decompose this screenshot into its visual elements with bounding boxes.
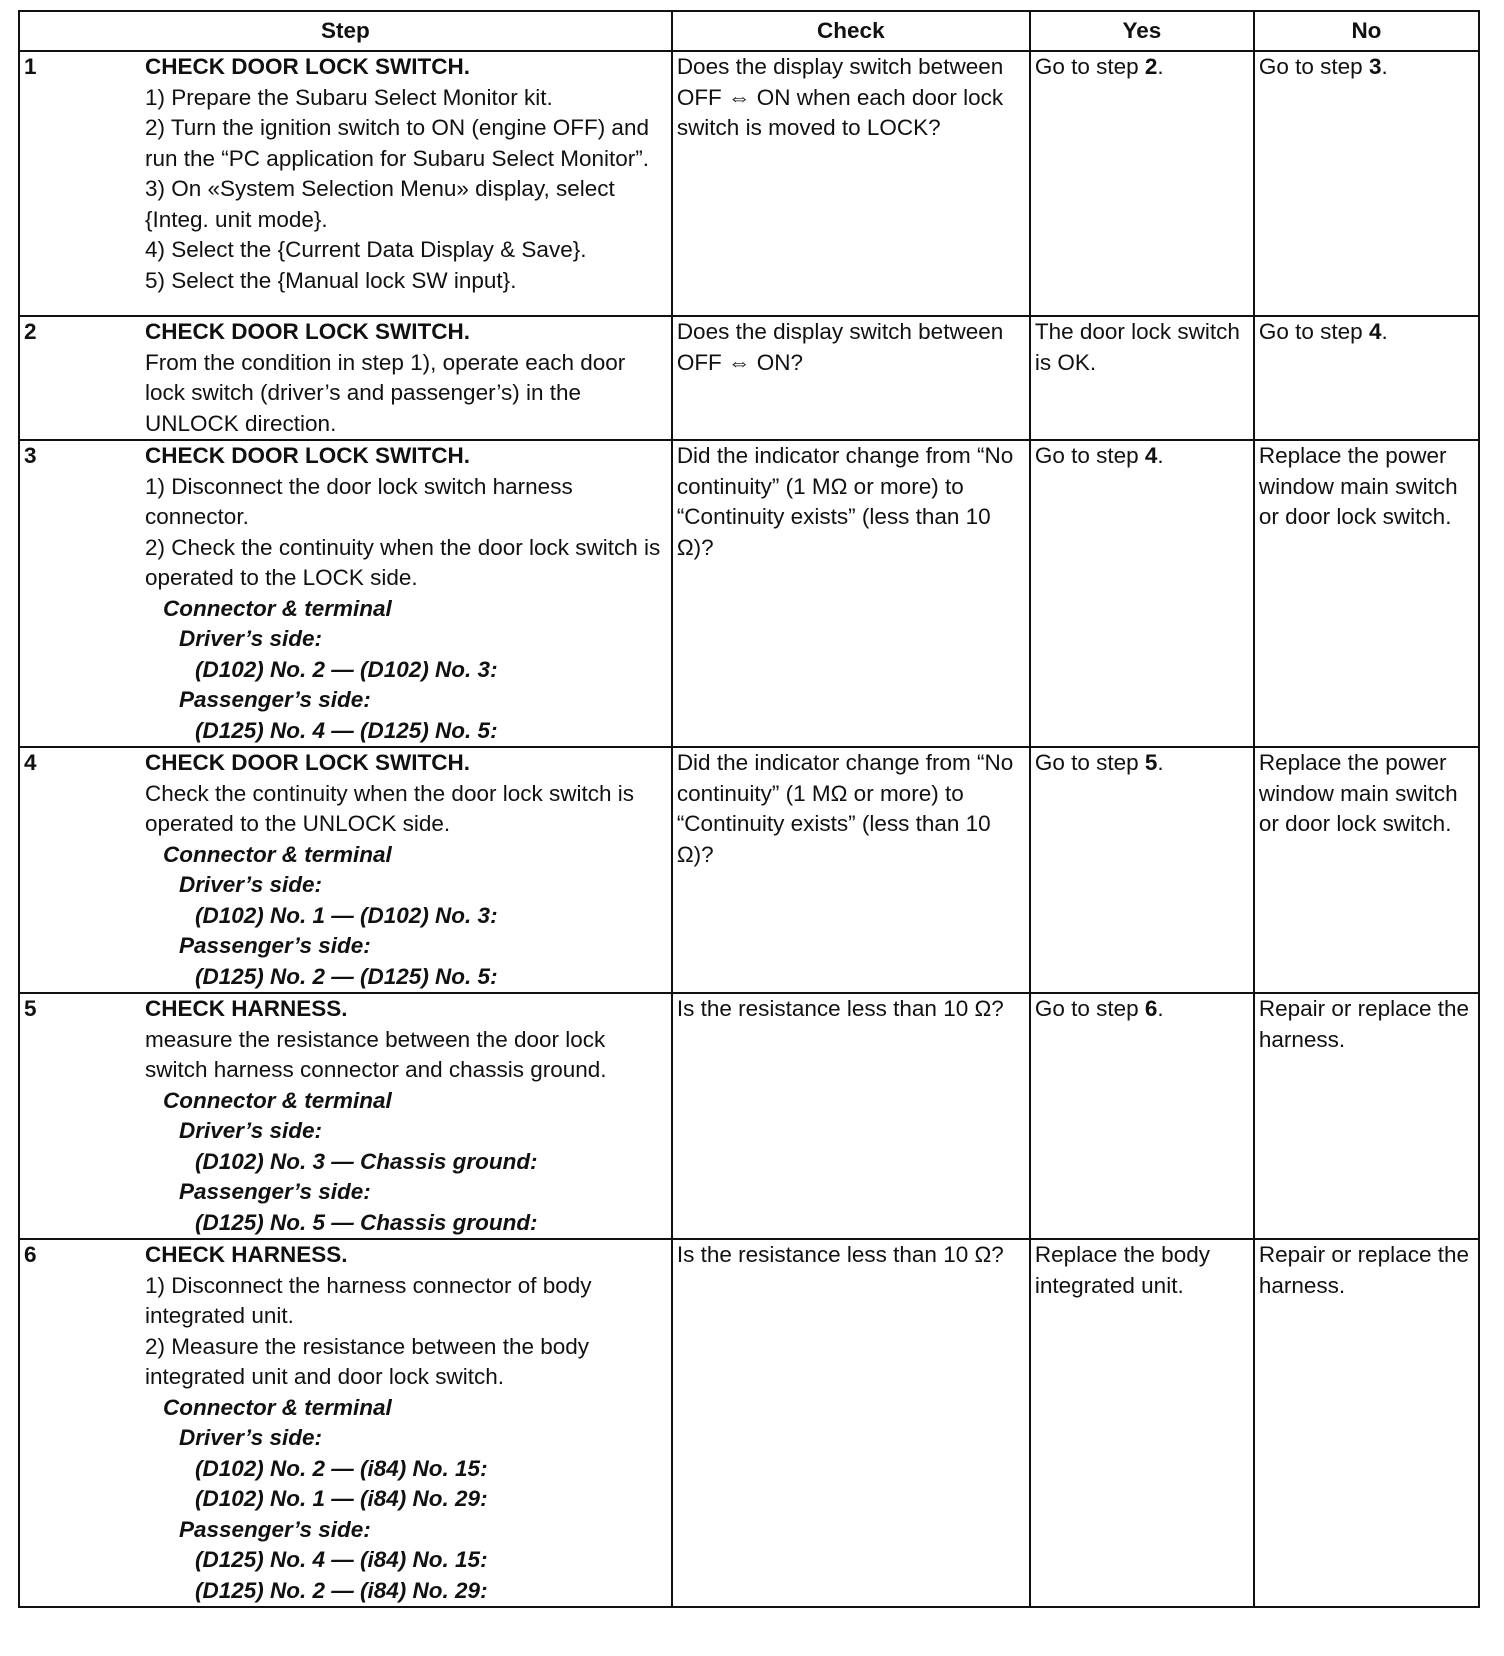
- terminal-spec: (D125) No. 5 — Chassis ground:: [195, 1209, 538, 1235]
- no-step-ref: 4: [1368, 319, 1382, 344]
- header-yes: Yes: [1030, 11, 1254, 51]
- terminal-spec: (D125) No. 2 — (i84) No. 29:: [195, 1577, 488, 1603]
- header-step: Step: [19, 11, 672, 51]
- passengers-side-label: Passenger’s side:: [179, 1516, 371, 1542]
- connector-terminal-label: Connector & terminal: [163, 1394, 392, 1420]
- passengers-side-label: Passenger’s side:: [179, 933, 371, 958]
- step-number: 1: [24, 54, 37, 79]
- step-cell: [19, 51, 672, 316]
- passengers-side-label: Passenger’s side:: [179, 1179, 371, 1204]
- no-prefix: Go to step: [1258, 54, 1369, 79]
- drivers-side-label: Driver’s side:: [179, 626, 322, 651]
- yes-cell: [1030, 51, 1254, 316]
- no-cell: Repair or replace the harness.: [1254, 993, 1479, 1239]
- step-number: 3: [24, 443, 37, 468]
- no-prefix: Go to step: [1258, 319, 1369, 344]
- step-title: CHECK DOOR LOCK SWITCH.: [145, 319, 470, 344]
- table-row: [19, 993, 1479, 1239]
- step-line: 2) Check the continuity when the door lock switch is operated to the LOCK side.: [145, 534, 661, 590]
- table-row: [19, 51, 1479, 316]
- diagnostic-sheet: [18, 10, 1480, 1608]
- yes-cell: [1030, 747, 1254, 993]
- step-line: measure the resistance between the door lock switch harness connector and chassis ground.: [145, 1026, 607, 1082]
- yes-suffix: .: [1157, 750, 1164, 775]
- step-title: CHECK HARNESS.: [145, 996, 348, 1021]
- step-line: 1) Disconnect the door lock switch harness connector.: [145, 473, 573, 529]
- yes-suffix: .: [1157, 443, 1164, 468]
- yes-cell: The door lock switch is OK.: [1030, 316, 1254, 440]
- yes-prefix: Go to step: [1034, 443, 1145, 468]
- step-line: 1) Disconnect the harness connector of body integrated unit.: [145, 1272, 592, 1328]
- check-cell: Is the resistance less than 10 Ω?: [672, 1239, 1030, 1607]
- step-number: 2: [24, 319, 37, 344]
- step-cell: [19, 1239, 672, 1607]
- step-line: 2) Turn the ignition switch to ON (engine OFF) and run the “PC application for Subaru Select Monitor”.: [145, 115, 649, 171]
- terminal-spec: (D102) No. 2 — (D102) No. 3:: [195, 656, 498, 682]
- check-cell: Does the display switch between OFF ⇔ ON?: [672, 316, 1030, 440]
- terminal-spec: (D102) No. 2 — (i84) No. 15:: [195, 1455, 488, 1481]
- yes-cell: [1030, 993, 1254, 1239]
- connector-terminal-label: Connector & terminal: [163, 1087, 392, 1113]
- yes-suffix: .: [1157, 54, 1164, 79]
- no-step-ref: 3: [1368, 54, 1382, 79]
- check-cell: Does the display switch between OFF ⇔ ON when each door lock switch is moved to LOCK?: [672, 51, 1030, 316]
- check-cell: Did the indicator change from “No continuity” (1 MΩ or more) to “Continuity exists” (less than 10 Ω)?: [672, 747, 1030, 993]
- step-number: 5: [24, 996, 37, 1021]
- no-cell: Replace the power window main switch or door lock switch.: [1254, 440, 1479, 747]
- step-number: 4: [24, 750, 37, 775]
- yes-prefix: Go to step: [1034, 54, 1145, 79]
- yes-prefix: Go to step: [1034, 750, 1145, 775]
- step-cell: [19, 747, 672, 993]
- drivers-side-label: Driver’s side:: [179, 872, 322, 897]
- header-check: Check: [672, 11, 1030, 51]
- drivers-side-label: Driver’s side:: [179, 1425, 322, 1450]
- step-title: CHECK DOOR LOCK SWITCH.: [145, 750, 470, 775]
- no-suffix: .: [1381, 54, 1388, 79]
- yes-step-ref: 4: [1144, 443, 1158, 468]
- yes-step-ref: 5: [1144, 750, 1158, 775]
- drivers-side-label: Driver’s side:: [179, 1118, 322, 1143]
- step-line: Check the continuity when the door lock switch is operated to the UNLOCK side.: [145, 780, 634, 836]
- step-line: 3) On «System Selection Menu» display, select {Integ. unit mode}.: [145, 176, 615, 232]
- yes-cell: [1030, 440, 1254, 747]
- check-cell: Did the indicator change from “No continuity” (1 MΩ or more) to “Continuity exists” (less than 10 Ω)?: [672, 440, 1030, 747]
- step-title: CHECK DOOR LOCK SWITCH.: [145, 54, 470, 79]
- table-row: [19, 747, 1479, 993]
- diagnostic-table: [18, 10, 1480, 1608]
- step-line: From the condition in step 1), operate each door lock switch (driver’s and passenger’s) in the UNLOCK direction.: [145, 349, 626, 436]
- header-row: [19, 11, 1479, 51]
- no-cell: Repair or replace the harness.: [1254, 1239, 1479, 1607]
- step-line: 4) Select the {Current Data Display & Save}.: [145, 237, 587, 262]
- no-suffix: .: [1381, 319, 1388, 344]
- step-line: 2) Measure the resistance between the body integrated unit and door lock switch.: [145, 1333, 590, 1389]
- table-row: [19, 440, 1479, 747]
- no-cell: [1254, 316, 1479, 440]
- table-row: [19, 316, 1479, 440]
- check-cell: Is the resistance less than 10 Ω?: [672, 993, 1030, 1239]
- yes-step-ref: 2: [1144, 54, 1158, 79]
- step-title: CHECK DOOR LOCK SWITCH.: [145, 443, 470, 468]
- terminal-spec: (D125) No. 4 — (D125) No. 5:: [195, 717, 498, 743]
- step-cell: [19, 993, 672, 1239]
- connector-terminal-label: Connector & terminal: [163, 841, 392, 867]
- terminal-spec: (D125) No. 4 — (i84) No. 15:: [195, 1547, 488, 1572]
- passengers-side-label: Passenger’s side:: [179, 687, 371, 712]
- table-row: [19, 1239, 1479, 1607]
- terminal-spec: (D102) No. 1 — (i84) No. 29:: [195, 1486, 488, 1511]
- terminal-spec: (D125) No. 2 — (D125) No. 5:: [195, 963, 498, 989]
- connector-terminal-label: Connector & terminal: [163, 595, 392, 621]
- terminal-spec: (D102) No. 3 — Chassis ground:: [195, 1148, 538, 1174]
- no-cell: Replace the power window main switch or door lock switch.: [1254, 747, 1479, 993]
- header-no: No: [1254, 11, 1479, 51]
- yes-prefix: Go to step: [1034, 996, 1145, 1021]
- terminal-spec: (D102) No. 1 — (D102) No. 3:: [195, 902, 498, 928]
- yes-cell: Replace the body integrated unit.: [1030, 1239, 1254, 1607]
- yes-step-ref: 6: [1144, 996, 1158, 1021]
- step-title: CHECK HARNESS.: [145, 1242, 348, 1267]
- step-number: 6: [24, 1242, 37, 1267]
- step-cell: [19, 316, 672, 440]
- step-line: 1) Prepare the Subaru Select Monitor kit.: [145, 84, 553, 110]
- step-line: 5) Select the {Manual lock SW input}.: [145, 267, 517, 293]
- step-cell: [19, 440, 672, 747]
- yes-suffix: .: [1157, 996, 1164, 1021]
- no-cell: [1254, 51, 1479, 316]
